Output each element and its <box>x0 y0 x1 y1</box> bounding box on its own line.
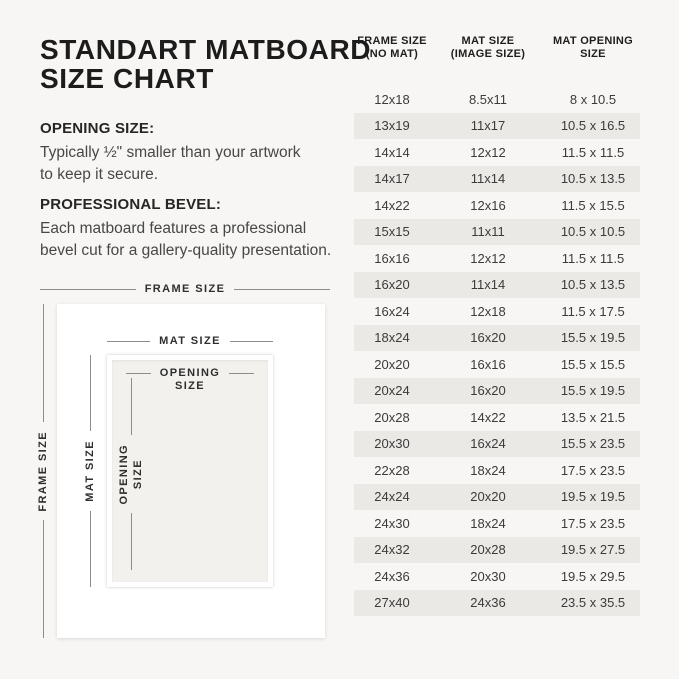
table-cell: 18x24 <box>374 330 410 346</box>
table-cell: 11.5 x 11.5 <box>561 144 625 160</box>
table-cell: 20x30 <box>470 568 506 584</box>
opening-size-ruler-top <box>126 367 254 393</box>
table-row <box>354 166 640 193</box>
table-cell: 20x20 <box>374 356 410 372</box>
table-cell: 23.5 x 35.5 <box>560 595 626 611</box>
table-cell: 14x22 <box>374 197 410 213</box>
table-cell: 15.5 x 19.5 <box>560 383 626 399</box>
table-cell: 8.5x11 <box>468 91 508 107</box>
table-row <box>354 325 640 352</box>
table-cell: 24x36 <box>470 595 506 611</box>
table-cell: 18x24 <box>470 515 506 531</box>
section-professional-bevel-heading: PROFESSIONAL BEVEL: <box>40 196 222 213</box>
table-cell: 12x16 <box>470 197 506 213</box>
table-cell: 14x17 <box>374 171 410 187</box>
table-cell: 24x30 <box>374 515 410 531</box>
table-cell: 16x20 <box>374 277 410 293</box>
header-frame-size: FRAME SIZE (NO MAT) <box>357 35 427 60</box>
table-cell: 20x28 <box>374 409 410 425</box>
table-row <box>354 378 640 405</box>
table-row <box>354 510 640 537</box>
header-mat-opening: MAT OPENING SIZE <box>552 35 634 60</box>
opening-size-ruler-left <box>117 378 145 570</box>
table-cell: 11x14 <box>470 277 506 293</box>
table-cell: 13x19 <box>374 118 410 134</box>
table-cell: 19.5 x 29.5 <box>560 568 626 584</box>
table-row <box>354 113 640 140</box>
table-row <box>354 590 640 617</box>
table-cell: 27x40 <box>374 595 410 611</box>
table-cell: 15.5 x 15.5 <box>560 356 626 372</box>
table-cell: 16x24 <box>470 436 506 452</box>
table-cell: 17.5 x 23.5 <box>560 515 626 531</box>
ruler-line <box>230 341 273 342</box>
table-cell: 11.5 x 17.5 <box>561 303 625 319</box>
table-cell: 11x11 <box>471 224 505 240</box>
table-cell: 15x15 <box>374 224 410 240</box>
table-cell: 19.5 x 27.5 <box>560 542 626 558</box>
table-cell: 20x30 <box>374 436 410 452</box>
ruler-line <box>43 304 44 422</box>
section-professional-bevel-body-line1: Each matboard features a professional <box>40 220 307 237</box>
section-professional-bevel-body-line2: bevel cut for a gallery-quality presentation. <box>40 241 332 259</box>
section-opening-size <box>40 120 340 185</box>
table-cell: 11x14 <box>470 171 506 187</box>
size-table-header <box>354 35 640 61</box>
table-cell: 8 x 10.5 <box>569 91 617 107</box>
table-cell: 10.5 x 10.5 <box>560 224 626 240</box>
table-cell: 15.5 x 19.5 <box>560 330 626 346</box>
table-cell: 10.5 x 16.5 <box>560 118 626 134</box>
table-cell: 24x24 <box>374 489 410 505</box>
table-cell: 14x14 <box>374 144 410 160</box>
section-opening-size-body-line1: Typically ½" smaller than your artwork <box>40 144 301 161</box>
ruler-line <box>107 341 150 342</box>
frame-size-label-left: FRAME SIZE <box>36 430 49 512</box>
table-cell: 16x20 <box>470 383 506 399</box>
table-cell: 17.5 x 23.5 <box>560 462 626 478</box>
ruler-line <box>43 520 44 638</box>
mat-size-ruler-top <box>107 335 273 348</box>
page-title-line1: STANDART MATBOARD <box>40 34 372 65</box>
table-cell: 16x16 <box>470 356 506 372</box>
table-cell: 24x36 <box>374 568 410 584</box>
table-cell: 20x20 <box>470 489 506 505</box>
table-cell: 11x17 <box>470 118 506 134</box>
opening-size-label-left: OPENING SIZE <box>117 443 144 505</box>
table-cell: 20x24 <box>374 383 410 399</box>
table-row <box>354 245 640 272</box>
ruler-line <box>131 513 132 570</box>
table-row <box>354 139 640 166</box>
size-table-body <box>354 86 640 616</box>
table-cell: 10.5 x 13.5 <box>560 277 626 293</box>
table-cell: 11.5 x 15.5 <box>561 197 625 213</box>
table-cell: 11.5 x 11.5 <box>561 250 625 266</box>
ruler-line <box>126 373 151 374</box>
frame-size-label-top: FRAME SIZE <box>144 283 226 295</box>
table-row <box>354 404 640 431</box>
page-title-line2: SIZE CHART <box>40 63 214 94</box>
page-title <box>40 35 371 93</box>
table-row <box>354 484 640 511</box>
header-mat-size: MAT SIZE (IMAGE SIZE) <box>450 35 526 60</box>
table-cell: 10.5 x 13.5 <box>560 171 626 187</box>
table-cell: 22x28 <box>374 462 410 478</box>
ruler-line <box>131 378 132 435</box>
mat-size-ruler-left <box>83 355 97 587</box>
table-cell: 16x20 <box>470 330 506 346</box>
frame-size-ruler-left <box>36 304 50 638</box>
table-cell: 16x24 <box>374 303 410 319</box>
table-row <box>354 457 640 484</box>
section-opening-size-heading: OPENING SIZE: <box>40 120 155 137</box>
frame-size-ruler-top <box>40 283 330 296</box>
table-cell: 20x28 <box>470 542 506 558</box>
table-cell: 12x12 <box>470 250 506 266</box>
opening-size-label-top: OPENING SIZE <box>159 367 221 392</box>
section-professional-bevel <box>40 196 340 261</box>
table-row <box>354 298 640 325</box>
table-row <box>354 272 640 299</box>
table-row <box>354 563 640 590</box>
ruler-line <box>40 289 136 290</box>
ruler-line <box>90 355 91 431</box>
table-cell: 24x32 <box>374 542 410 558</box>
table-row <box>354 192 640 219</box>
table-cell: 14x22 <box>470 409 506 425</box>
table-row <box>354 86 640 113</box>
size-table <box>354 35 640 611</box>
mat-size-label-top: MAT SIZE <box>159 335 221 347</box>
table-cell: 19.5 x 19.5 <box>560 489 626 505</box>
table-row <box>354 431 640 458</box>
ruler-line <box>229 373 254 374</box>
table-cell: 15.5 x 23.5 <box>560 436 626 452</box>
ruler-line <box>90 511 91 587</box>
mat-size-label-left: MAT SIZE <box>83 440 96 502</box>
table-row <box>354 219 640 246</box>
table-cell: 18x24 <box>470 462 506 478</box>
table-cell: 13.5 x 21.5 <box>560 409 626 425</box>
ruler-line <box>234 289 330 290</box>
table-cell: 12x18 <box>470 303 506 319</box>
table-cell: 12x12 <box>470 144 506 160</box>
table-cell: 12x18 <box>374 91 410 107</box>
section-opening-size-body-line2: to keep it secure. <box>40 165 159 183</box>
table-cell: 16x16 <box>374 250 410 266</box>
table-row <box>354 537 640 564</box>
table-row <box>354 351 640 378</box>
